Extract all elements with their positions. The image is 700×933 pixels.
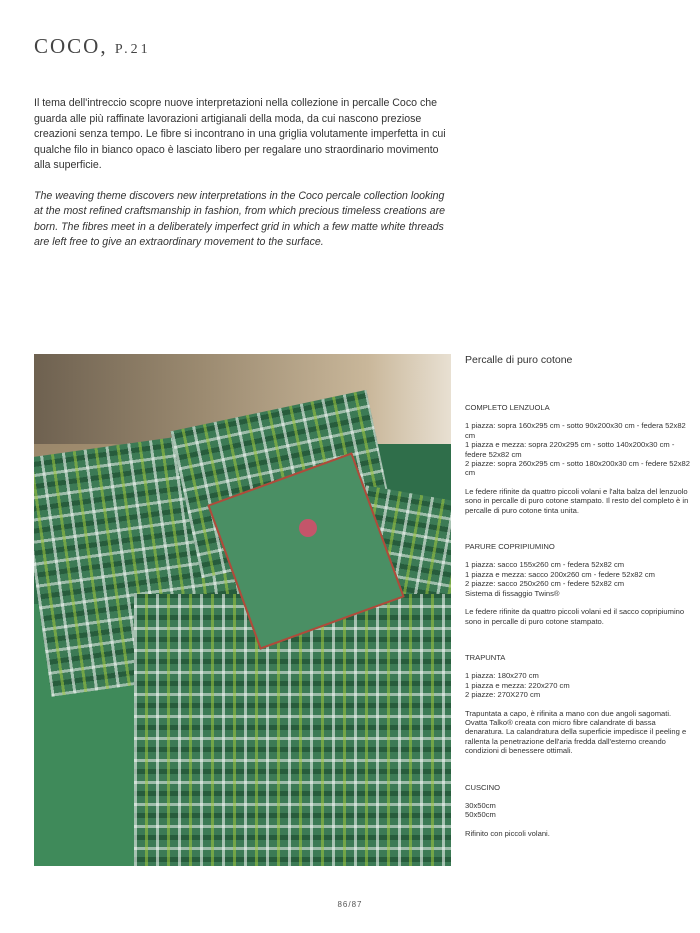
spec-size-line: 50x50cm xyxy=(465,810,496,820)
spec-sizes xyxy=(465,421,690,477)
spec-size-line: 2 piazze: sopra 260x295 cm - sotto 180x200x30 cm - federe 52x82 cm xyxy=(465,459,690,478)
spec-sizes xyxy=(465,801,690,820)
spec-section-title: COMPLETO LENZUOLA xyxy=(465,403,550,412)
page-numbers: 86/87 xyxy=(337,900,363,909)
collection-name: COCO, xyxy=(34,34,108,58)
spec-sizes xyxy=(465,560,690,598)
spec-note-line: Trapuntata a capo, è rifinita a mano con due angoli sagomati. xyxy=(465,708,672,718)
spec-notes xyxy=(465,709,690,756)
specs-column xyxy=(465,354,690,856)
spec-size-line: 30x50cm xyxy=(465,800,496,810)
spec-section xyxy=(465,783,690,839)
spec-note-line: Rifinito con piccoli volani. xyxy=(465,828,550,838)
spec-section xyxy=(465,403,690,515)
spec-size-line: 2 piazze: sacco 250x260 cm - federe 52x82 cm xyxy=(465,579,625,589)
spec-section xyxy=(465,653,690,756)
spec-size-line: 1 piazza: sacco 155x260 cm - federa 52x82 cm xyxy=(465,560,625,570)
page-title xyxy=(34,34,151,59)
specs-heading: Percalle di puro cotone xyxy=(465,354,573,366)
spec-section-title: PARURE COPRIPIUMINO xyxy=(465,542,555,552)
spec-size-line: 1 piazza: 180x270 cm xyxy=(465,671,539,681)
spec-notes xyxy=(465,487,690,515)
spec-size-line: 1 piazza: sopra 160x295 cm - sotto 90x200x30 cm - federa 52x82 cm xyxy=(465,421,686,440)
spec-section-title: TRAPUNTA xyxy=(465,652,506,662)
spec-sizes xyxy=(465,671,690,699)
spec-notes xyxy=(465,607,690,626)
spec-size-line: Sistema di fissaggio Twins® xyxy=(465,588,560,598)
spec-section xyxy=(465,542,690,626)
spec-size-line: 2 piazze: 270X270 cm xyxy=(465,690,541,700)
page-reference: P.21 xyxy=(114,42,151,57)
spec-section-title: CUSCINO xyxy=(465,782,501,792)
intro-text xyxy=(34,96,454,266)
spec-size-line: 1 piazza e mezza: sopra 220x295 cm - sotto 140x200x30 cm - federe 52x82 cm xyxy=(465,440,675,459)
spec-note-line: Ovatta Talko® creata con micro fibre calandrate di bassa denaratura. La calandratura della superficie impedisce il peeling e rallenta la penetrazione dell'aria fredda dall'esterno creando condizioni di benessere ottimali. xyxy=(465,717,687,756)
spec-note-line: Le federe rifinite da quattro piccoli volani e l'alta balza del lenzuolo sono in percalle di puro cotone stampato. Il resto del completo è in percalle di puro cotone tinta unita. xyxy=(465,486,689,515)
photo-flower xyxy=(299,519,317,537)
spec-notes xyxy=(465,829,690,838)
spec-size-line: 1 piazza e mezza: sacco 200x260 cm - federe 52x82 cm xyxy=(465,569,655,579)
spec-size-line: 1 piazza e mezza: 220x270 cm xyxy=(465,680,570,690)
product-photo-bedding xyxy=(34,354,451,866)
intro-english: The weaving theme discovers new interpretations in the Coco percale collection looking at the most refined craftsmanship in fashion, from which precious timeless creations are born. The fibres meet in a deliberately imperfect grid in which a few matte white threads are left free to give an extraordinary movement to the surface. xyxy=(34,189,445,248)
intro-italian: Il tema dell'intreccio scopre nuove interpretazioni nella collezione in percalle Coco che guarda alle più raffinate lavorazioni artigianali della moda, da cui nascono preziose creazioni senza tempo. Le fibre si incontrano in una griglia volutamente imperfetta in cui qualche filo in bianco opaco è lasciato libero per regalare uno straordinario movimento alla superficie. xyxy=(34,97,446,171)
spec-note-line: Le federe rifinite da quattro piccoli volani ed il sacco copripiumino sono in percalle di puro cotone stampato. xyxy=(465,607,685,626)
